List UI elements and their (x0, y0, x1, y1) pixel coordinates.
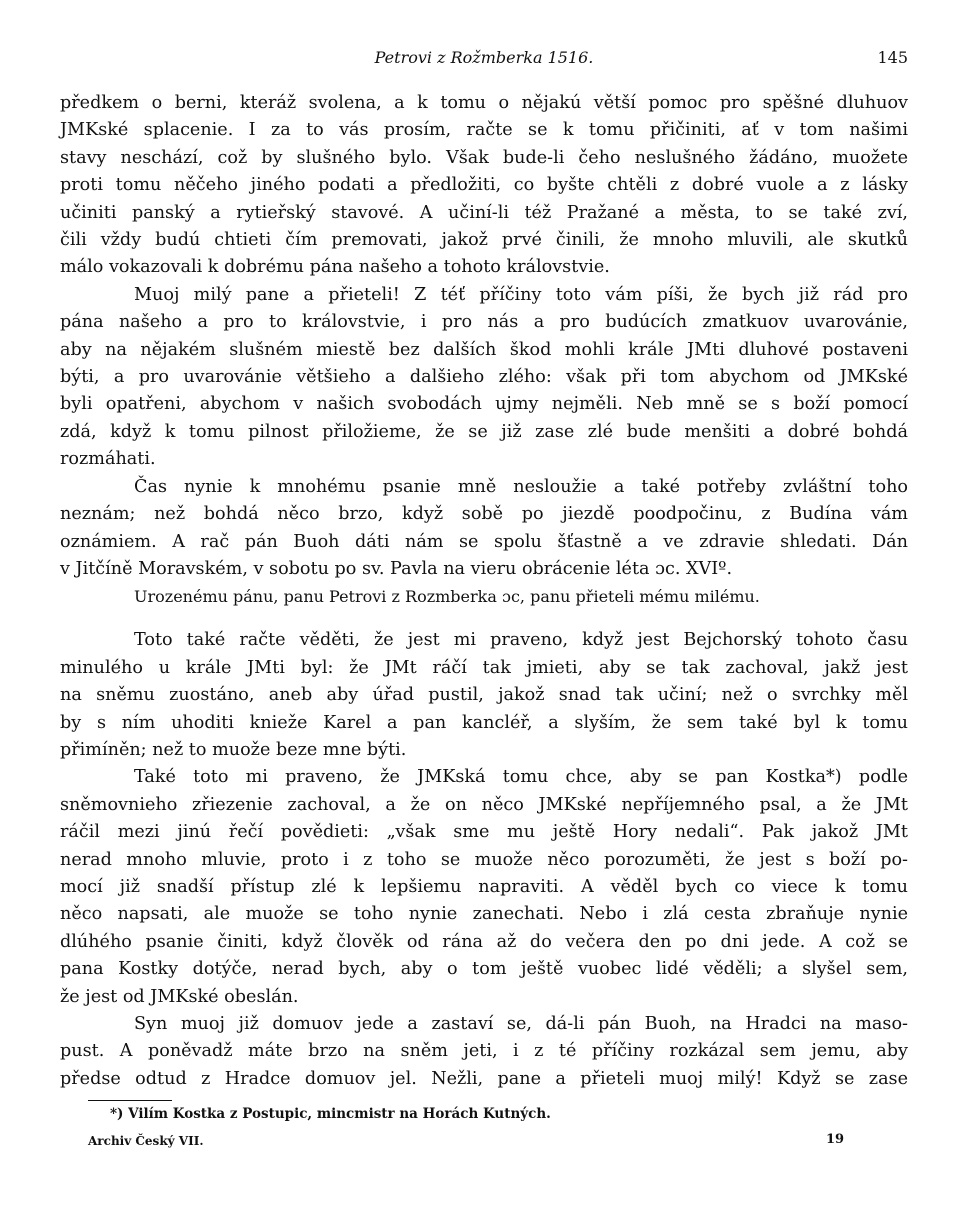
text-line: učiniti panský a rytieřský stavové. A učiní-li též Pražané a města, to se také zví, (60, 202, 908, 223)
paragraph (60, 474, 908, 584)
page-body (60, 90, 908, 1093)
text-line: Muoj milý pane a přieteli! Z téť příčiny toto vám píši, že bych již rád pro (134, 284, 908, 305)
page-header (60, 48, 908, 72)
text-line: něco napsati, ale muože se toho nynie zanechati. Nebo i zlá cesta zbraňuje nynie (60, 904, 908, 925)
text-line: dlúhého psanie činiti, když člověk od rána až do večera den po dni jede. A což se (60, 931, 908, 952)
text-line: předkem o berni, kteráž svolena, a k tomu o nějakú větší pomoc pro spěšné dluhuov (60, 93, 908, 113)
text-line: pana Kostky dotýče, nerad bych, aby o tom ještě vuobec lidé věděli; a slyšel sem, (60, 959, 908, 980)
text-line: by s ním uhoditi knieže Karel a pan kancléř, a slyším, že sem také byl k tomu (60, 712, 908, 733)
text-line: na sněmu zuostáno, aneb aby úřad pustil, jakož snad tak učiní; než o svrchky měl (60, 685, 908, 706)
running-title: Petrovi z Rožmberka 1516. (374, 48, 594, 67)
text-line: nerad mnoho mluvie, proto i z toho se muože něco porozuměti, že jest s boží po- (60, 849, 908, 870)
text-line: Také toto mi praveno, že JMKská tomu chce, aby se pan Kostka*) podle (134, 767, 908, 788)
text-line: že jest od JMKské obeslán. (60, 986, 299, 1007)
text-line: minulého u krále JMti byl: že JMt ráčí tak jmieti, aby se tak zachoval, jakž jest (60, 657, 908, 678)
text-line: rozmáhati. (60, 449, 156, 470)
footnote: *) Vilím Kostka z Postupic, mincmistr na Horách Kutných. (110, 1106, 551, 1122)
text-line: oznámiem. A rač pán Buoh dáti nám se spolu šťastně a ve zdravie shledati. Dán (60, 531, 908, 552)
text-line: ráčil mezi jinú řečí povědieti: „však sme mu ještě Hory nedali“. Pak jakož JMt (60, 822, 908, 843)
text-line: byli opatřeni, abychom v našich svobodách ujmy nejměli. Neb mně se s boží pomocí (60, 394, 908, 415)
sheet-number: 19 (826, 1132, 845, 1147)
footnote-rule (88, 1100, 172, 1101)
text-line: čili vždy budú chtieti čím premovati, jakož prvé činili, že mnoho mluvili, ale skutků (60, 230, 908, 251)
text-line: Toto také račte věděti, že jest mi praveno, když jest Bejchorský tohoto času (134, 630, 908, 651)
paragraph (60, 764, 908, 1011)
paragraph (60, 627, 908, 764)
text-line: sněmovnieho zřiezenie zachoval, a že on něco JMKské nepříjemného psal, a že JMt (60, 794, 908, 815)
text-line: aby na nějakém slušném miestě bez dalších škod mohli krále JMti dluhové postaveni (60, 339, 908, 360)
letter-address: Urozenému pánu, panu Petrovi z Rozmberka ɔc, panu přieteli mému milému. (134, 587, 760, 607)
printer-signature: Archiv Český VII. (88, 1134, 204, 1148)
text-line: málo vokazovali k dobrému pána našeho a tohoto královstvie. (60, 257, 610, 278)
text-line: mocí již snadší přístup zlé k lepšiemu napraviti. A věděl bych co viece k tomu (60, 876, 908, 897)
text-line: zdá, když k tomu pilnost přiložieme, že se již zase zlé bude menšiti a dobré bohdá (60, 421, 908, 442)
text-line: proti tomu něčeho jiného podati a předložiti, co byšte chtěli z dobré vuole a z lásky (60, 175, 908, 196)
text-line: Syn muoj již domuov jede a zastaví se, dá-li pán Buoh, na Hradci na maso- (134, 1014, 908, 1034)
paragraph (60, 1011, 908, 1093)
text-line: pust. A poněvadž máte brzo na sněm jeti, i z té příčiny rozkázal sem jemu, aby (60, 1041, 908, 1062)
text-line: JMKské splacenie. I za to vás prosím, račte se k tomu přičiniti, ať v tom našimi (60, 120, 908, 141)
text-line: v Jitčíně Moravském, v sobotu po sv. Pavla na vieru obrácenie léta ɔc. XVIº. (60, 558, 733, 579)
text-line: předse odtud z Hradce domuov jel. Nežli, pane a přieteli muoj milý! Když se zase (60, 1068, 908, 1089)
text-line: Čas nynie k mnohému psanie mně nesloužie a také potřeby zvláštní toho (134, 476, 908, 497)
text-line: pána našeho a pro to královstvie, i pro nás a pro budúcích zmatkuov uvarovánie, (60, 312, 908, 333)
text-line: přimíněn; než to muože beze mne býti. (60, 739, 407, 760)
text-line: stavy neschází, což by slušného bylo. Však bude-li čeho neslušného žádáno, muožete (60, 147, 908, 168)
page-number: 145 (877, 48, 908, 67)
text-line: neznám; než bohdá něco brzo, když sobě po jiezdě poodpočinu, z Budína vám (60, 504, 908, 525)
paragraph (60, 282, 908, 474)
paragraph (60, 90, 908, 282)
text-line: býti, a pro uvarovánie většieho a dalšieho zlého: však při tom abychom od JMKské (60, 367, 908, 388)
